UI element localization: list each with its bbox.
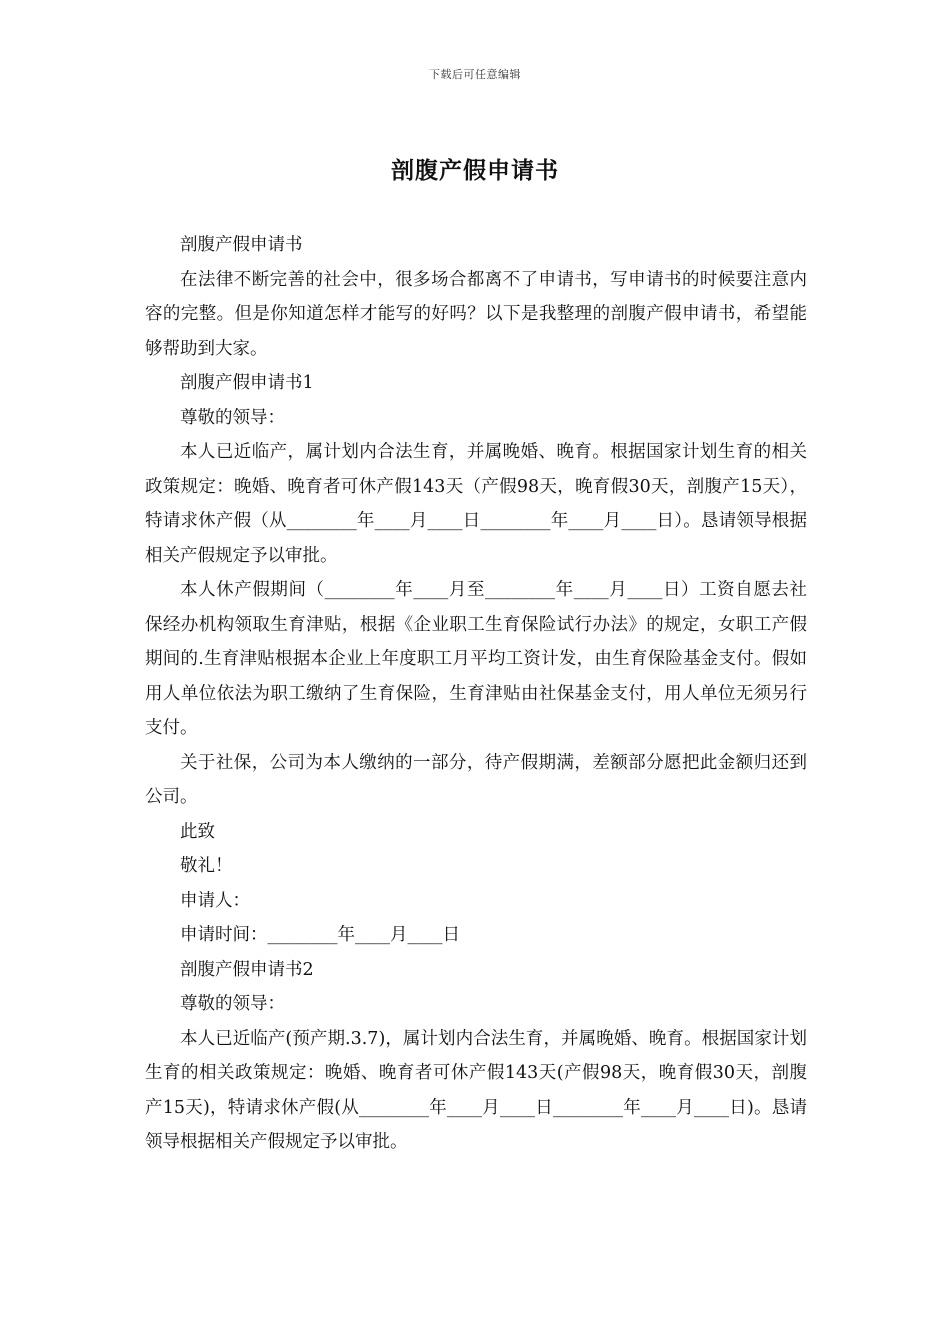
document-body [145,228,807,1160]
closing-jing-li: 敬礼！ [180,856,233,876]
section-heading-2: 剖腹产假申请书2 [180,959,314,980]
paragraph-request-2: 本人已近临产(预产期.3.7)，属计划内合法生育，并属晚婚、晚育。根据国家计划生育的相关政策规定：晚婚、晚育者可休产假143天(产假98天，晚育假30天，剖腹产15天)，特请求休产假(从________年____月____日________年____月____日)。恳请领导根据相关产假规定予以审批。 [145,1028,807,1152]
document-title: 剖腹产假申请书 [391,157,559,184]
closing-ci-zhi: 此致 [180,821,215,842]
salutation-1: 尊敬的领导： [180,407,285,428]
section-heading-1: 剖腹产假申请书1 [180,373,314,393]
paragraph-subtitle: 剖腹产假申请书 [180,235,303,255]
paragraph-social-security-1: 关于社保，公司为本人缴纳的一部分，待产假期满，差额部分愿把此金额归还到公司。 [145,752,807,807]
paragraph-intro: 在法律不断完善的社会中，很多场合都离不了申请书，写申请书的时候要注意内容的完整。但是你知道怎样才能写的好吗？以下是我整理的剖腹产假申请书，希望能够帮助到大家。 [145,269,807,359]
paragraph-request-1: 本人已近临产，属计划内合法生育，并属晚婚、晚育。根据国家计划生育的相关政策规定：晚婚、晚育者可休产假143天（产假98天，晚育假30天，剖腹产15天），特请求休产假（从________年____月____日________年____月____日）。恳请领导根据相关产假规定予以审批。 [145,442,807,566]
applicant-line: 申请人： [180,890,250,911]
salutation-2: 尊敬的领导： [180,994,285,1014]
header-note: 下载后可任意编辑 [429,68,521,81]
paragraph-allowance-1: 本人休产假期间（________年____月至________年____月____日）工资自愿去社保经办机构领取生育津贴，根据《企业职工生育保险试行办法》的规定，女职工产假期间的.生育津贴根据本企业上年度职工月平均工资计发，由生育保险基金支付。假如用人单位依法为职工缴纳了生育保险，生育津贴由社保基金支付，用人单位无须另行支付。 [145,580,807,738]
application-date-line: 申请时间：________年____月____日 [180,925,460,945]
